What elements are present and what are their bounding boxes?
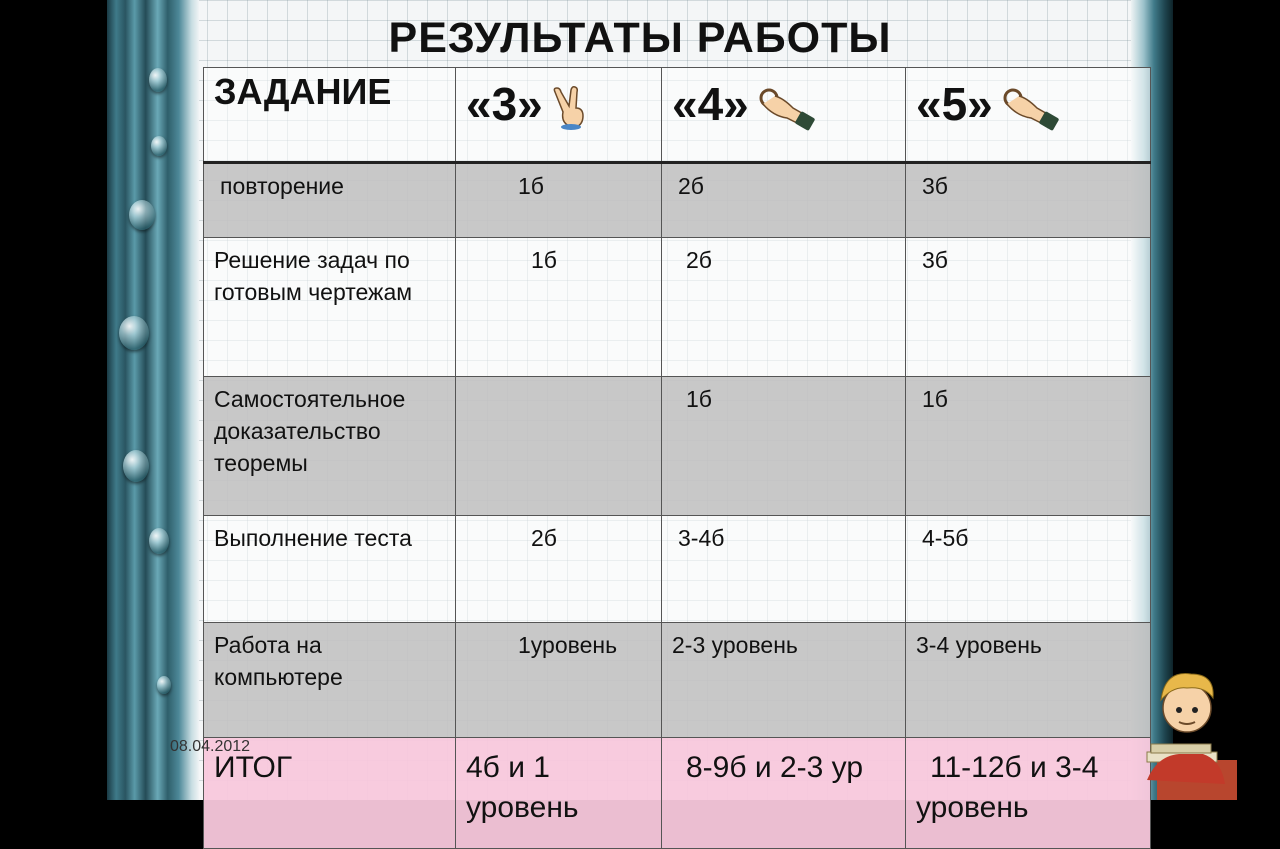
grade5-cell: 3б [906,163,1151,238]
row-task-cell: повторение [204,163,456,238]
table-row [204,238,1151,377]
water-drop-decoration [157,676,171,694]
grade3-cell: 1б [456,163,662,238]
water-drop-decoration [129,200,155,230]
grade3-cell [456,377,662,516]
row-task-cell: Работа на компьютере [204,623,456,738]
water-drop-decoration [151,136,167,156]
presentation-slide [107,0,1173,824]
grade3-cell: 1уровень [456,623,662,738]
grade3-cell: 2б [456,516,662,623]
grade4-cell: 8-9б и 2-3 ур [662,738,906,849]
grade4-cell: 3-4б [662,516,906,623]
grade4-cell: 2б [662,163,906,238]
water-drop-decoration [123,450,149,482]
header-task: ЗАДАНИЕ [204,68,456,163]
grade4-cell: 2-3 уровень [662,623,906,738]
total-row [204,738,1151,849]
table-row [204,516,1151,623]
row-task-cell: Самостоятельное доказательство теоремы [204,377,456,516]
results-table [203,67,1151,849]
grade5-cell: 4-5б [906,516,1151,623]
left-curtain-decoration [107,0,199,800]
row-task-cell: ИТОГ [204,738,456,849]
grade5-cell: 11-12б и 3-4 уровень [906,738,1151,849]
grade4-cell: 1б [662,377,906,516]
water-drop-decoration [149,528,169,554]
ok-hand-icon [753,86,815,130]
table-row [204,623,1151,738]
row-task-cell: Выполнение теста [204,516,456,623]
ok-hand-icon [997,86,1059,130]
grade4-cell: 2б [662,238,906,377]
table-row [204,377,1151,516]
header-grade-3: «3» [456,68,662,163]
water-drop-decoration [149,68,167,92]
grade3-cell: 1б [456,238,662,377]
row-task-cell: Решение задач по готовым чертежам [204,238,456,377]
grade5-cell: 3б [906,238,1151,377]
reading-child-illustration [1117,660,1242,800]
two-fingers-hand-icon [547,86,609,130]
slide-date: 08.04.2012 [170,738,251,755]
grade3-cell: 4б и 1 уровень [456,738,662,849]
header-grade-5: «5» [906,68,1151,163]
table-row [204,163,1151,238]
water-drop-decoration [119,316,149,350]
grade5-cell: 3-4 уровень [906,623,1151,738]
slide-title: РЕЗУЛЬТАТЫ РАБОТЫ [388,14,892,62]
table-header-row [204,68,1151,163]
grade5-cell: 1б [906,377,1151,516]
header-grade-4: «4» [662,68,906,163]
